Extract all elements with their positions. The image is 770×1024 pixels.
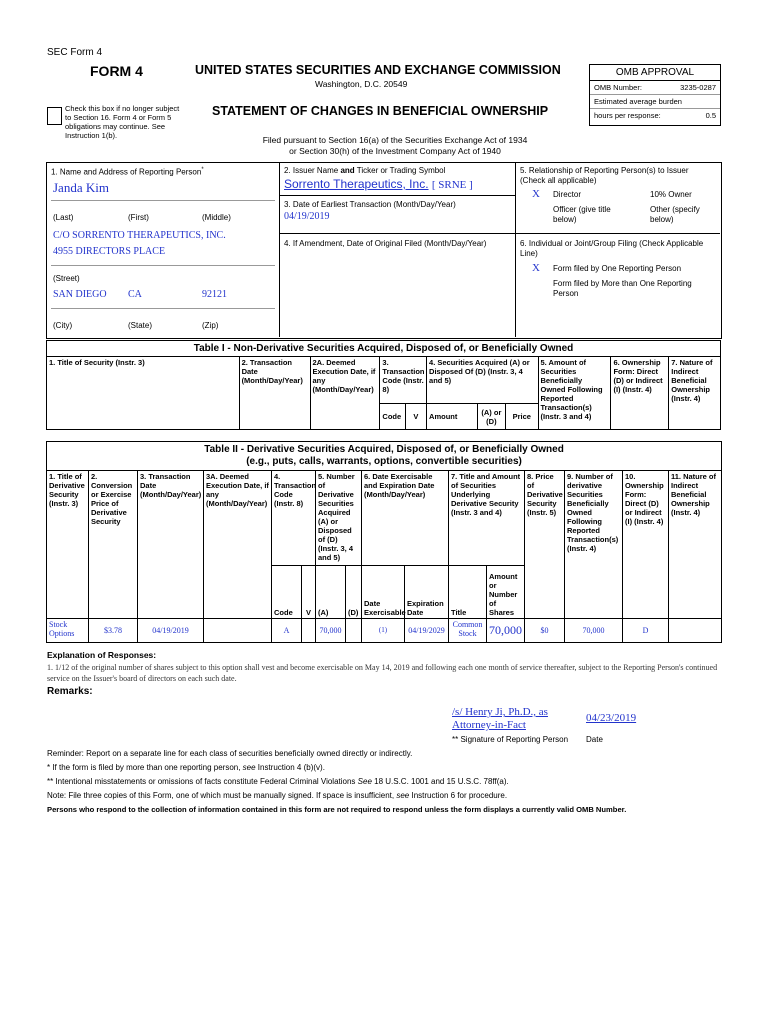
t1-col-code: 3. Transaction Code (Instr. 8) [380,357,427,404]
city-label: (City) [53,321,73,330]
more-person-label: Form filed by More than One Reporting Person [553,279,692,298]
t2-col-price: 8. Price of Derivative Security (Instr. 5) [525,471,565,619]
signature-name: /s/ Henry Ji, Ph.D., as Attorney-in-Fact [452,706,548,731]
form-title: FORM 4 [90,63,143,79]
reporting-person-name: Janda Kim [53,180,109,195]
t1-col-amount-owned: 5. Amount of Securities Beneficially Owned Following Reported Transaction(s) (Instr. 3 and 4) [538,357,611,430]
issuer-name-line [284,177,473,191]
earliest-transaction-label: 3. Date of Earliest Transaction (Month/Day/Year) [284,200,456,209]
t2-col-underlying: 7. Title and Amount of Securities Underlying Derivative Security (Instr. 3 and 4) [449,471,525,566]
zip-value: 92121 [202,289,227,300]
signature-label: ** Signature of Reporting Person [452,735,569,744]
filing-label: 6. Individual or Joint/Group Filing (Check Applicable Line) [520,239,704,258]
t2-row-nature [669,619,722,643]
t2-col-conversion: 2. Conversion or Exercise Price of Derivative Security [89,471,138,619]
t1-col-deemed: 2A. Deemed Execution Date, if any (Month/Day/Year) [310,357,380,430]
t2-col-form: 10. Ownership Form: Direct (D) or Indirect (I) (Instr. 4) [623,471,669,619]
t1-col-ownership-form: 6. Ownership Form: Direct (D) or Indirect (I) (Instr. 4) [611,357,669,430]
address-line-2: 4955 DIRECTORS PLACE [53,246,166,257]
table-2 [46,441,722,643]
t2-row-shares: 70,000 [487,619,525,643]
checkbox-text: Check this box if no longer subject to Section 16. Form 4 or Form 5 obligations may continue. See Instruction 1(b). [65,104,180,140]
t2-col-deemed: 3A. Deemed Execution Date, if any (Month/Day/Year) [204,471,272,619]
t2-col-owned: 9. Number of derivative Securities Beneficially Owned Following Reported Transaction(s) (Instr. 4) [565,471,623,619]
note-2: ** Intentional misstatements or omissions of facts constitute Federal Criminal Violations See 18 U.S.C. 1001 and 15 U.S.C. 78ff(a). [47,777,509,786]
omb-number-label: OMB Number: [594,83,642,92]
omb-title: OMB APPROVAL [590,65,720,81]
t2-sub-v: V [302,566,316,619]
zip-label: (Zip) [202,321,219,330]
t2-sub-code: Code [272,566,302,619]
table-2-title-line-1: Table II - Derivative Securities Acquired, Disposed of, or Beneficially Owned [204,444,564,455]
first-label: (First) [128,213,149,222]
reminder-text: Reminder: Report on a separate line for each class of securities beneficially owned directly or indirectly. [47,749,413,758]
omb-hours-value: 0.5 [705,111,716,120]
street-label: (Street) [53,274,80,283]
note-1: * If the form is filed by more than one reporting person, see Instruction 4 (b)(v). [47,763,325,772]
one-person-mark[interactable]: X [532,262,540,274]
t1-sub-code: Code [380,404,405,430]
t1-sub-v: V [405,404,426,430]
state-value: CA [128,289,142,300]
director-mark[interactable]: X [532,188,540,200]
t2-row-security: Stock Options [47,619,89,643]
t1-sub-amount: Amount [427,404,478,430]
t2-col-title: 1. Title of Derivative Security (Instr. 3) [47,471,89,619]
explanation-text: 1. 1/12 of the original number of shares subject to this option shall vest and become exercisable on May 14, 2019 and following each one month of service thereafter, subject to the Reporting Person's continued service on the Issuer's board of directors on each such date. [47,663,718,683]
t2-col-number: 5. Number of Derivative Securities Acquired (A) or Disposed of (D) (Instr. 3, 4 and 5) [316,471,362,566]
officer-label: Officer (give title below) [553,205,611,224]
t1-col-nature: 7. Nature of Indirect Beneficial Ownership (Instr. 4) [669,357,721,430]
one-person-label: Form filed by One Reporting Person [553,264,682,273]
director-label: Director [553,190,582,199]
t2-row-form: D [623,619,669,643]
filed-line-2: or Section 30(h) of the Investment Company Act of 1940 [289,146,501,156]
reporting-person-label: 1. Name and Address of Reporting Person* [51,167,204,177]
t2-row-v [302,619,316,643]
earliest-transaction-date: 04/19/2019 [284,211,330,222]
note-3: Note: File three copies of this Form, one of which must be manually signed. If space is insufficient, see Instruction 6 for procedure. [47,791,508,800]
signature-date: 04/23/2019 [586,712,637,724]
commission-title: UNITED STATES SECURITIES AND EXCHANGE COMMISSION [195,63,561,77]
sec-form-label: SEC Form 4 [47,47,103,58]
issuer-name[interactable]: Sorrento Therapeutics, Inc. [284,177,429,191]
table-row [47,619,722,643]
t2-sub-expiration: Expiration Date [405,566,449,619]
explanation-label: Explanation of Responses: [47,650,157,660]
last-label: (Last) [53,213,74,222]
table-2-title [47,442,722,471]
ten-percent-label: 10% Owner [650,190,692,199]
city-value: SAN DIEGO [53,289,107,300]
t2-col-code: 4. Transaction Code (Instr. 8) [272,471,316,566]
t2-col-exercisable: 6. Date Exercisable and Expiration Date (Month/Day/Year) [362,471,449,566]
t2-row-a: 70,000 [316,619,346,643]
state-label: (State) [128,321,153,330]
statement-title: STATEMENT OF CHANGES IN BENEFICIAL OWNERSHIP [212,104,549,118]
t1-sub-price: Price [506,404,538,430]
t2-row-deemed [204,619,272,643]
t2-sub-date-exercisable: Date Exercisable [362,566,405,619]
t2-sub-d: (D) [346,566,362,619]
no-longer-subject-checkbox[interactable] [47,107,62,125]
t1-col-date: 2. Transaction Date (Month/Day/Year) [239,357,310,430]
t2-row-exercisable: (1) [362,619,405,643]
other-label: Other (specify below) [650,205,700,224]
table-2-title-line-2: (e.g., puts, calls, warrants, options, convertible securities) [246,456,522,467]
t1-col-security: 1. Title of Security (Instr. 3) [47,357,240,430]
omb-number-value: 3235-0287 [680,83,716,92]
table-1-title: Table I - Non-Derivative Securities Acquired, Disposed of, or Beneficially Owned [47,341,721,357]
t1-sub-aord: (A) or (D) [477,404,505,430]
t2-row-price: $3.78 [89,619,138,643]
t2-row-owned: 70,000 [565,619,623,643]
amendment-label: 4. If Amendment, Date of Original Filed (Month/Day/Year) [284,239,487,248]
remarks-label: Remarks: [47,686,93,697]
persons-notice: Persons who respond to the collection of information contained in this form are not required to respond unless the form displays a currently valid OMB Number. [47,805,627,814]
t2-row-d [346,619,362,643]
t2-row-expiration: 04/19/2029 [405,619,449,643]
filed-line-1: Filed pursuant to Section 16(a) of the Securities Exchange Act of 1934 [262,135,528,145]
date-label: Date [586,735,603,744]
t2-sub-title: Title [449,566,487,619]
omb-box [589,64,721,126]
issuer-label: 2. Issuer Name and Ticker or Trading Symbol [284,166,446,175]
t2-sub-a: (A) [316,566,346,619]
t2-col-date: 3. Transaction Date (Month/Day/Year) [138,471,204,619]
omb-hours-label: hours per response: [594,111,661,120]
t2-row-title: Common Stock [449,619,487,643]
t2-sub-amount-shares: Amount or Number of Shares [487,566,525,619]
omb-burden-label: Estimated average burden [590,95,720,109]
t1-col-securities: 4. Securities Acquired (A) or Disposed Of (D) (Instr. 3, 4 and 5) [427,357,538,404]
t2-row-date: 04/19/2019 [138,619,204,643]
table-1 [46,340,721,430]
t2-row-code: A [272,619,302,643]
issuer-ticker: [ SRNE ] [431,179,473,191]
commission-address: Washington, D.C. 20549 [315,79,408,89]
middle-label: (Middle) [202,213,231,222]
t2-row-deriv-price: $0 [525,619,565,643]
address-line-1: C/O SORRENTO THERAPEUTICS, INC. [53,230,226,241]
t2-col-nature: 11. Nature of Indirect Beneficial Ownership (Instr. 4) [669,471,722,619]
relationship-label: 5. Relationship of Reporting Person(s) to Issuer (Check all applicable) [520,166,689,185]
